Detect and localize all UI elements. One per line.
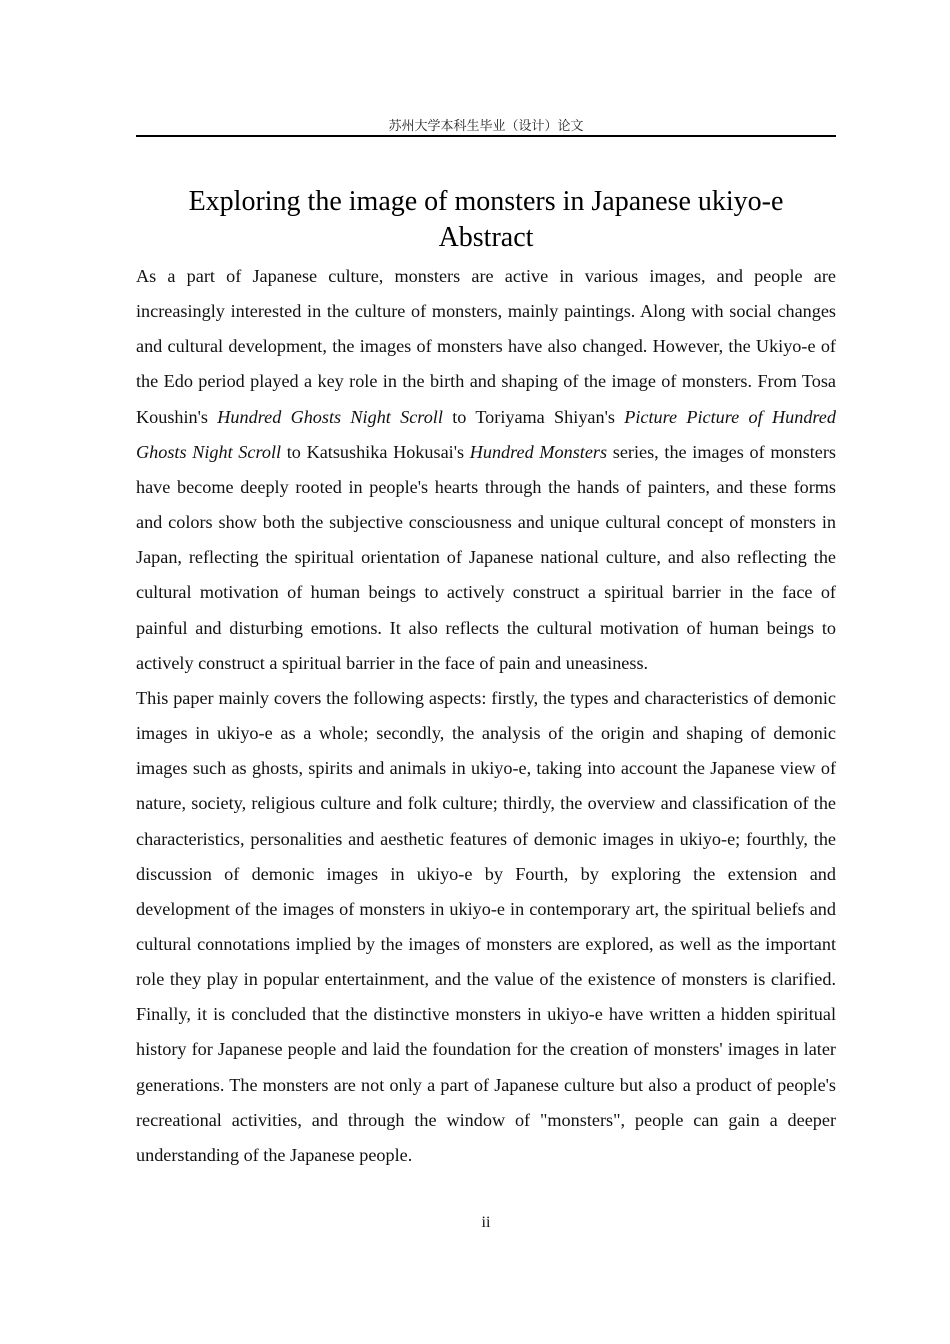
abstract-body [136, 259, 836, 1173]
work-title-hundred-ghosts-night-scroll: Hundred Ghosts Night Scroll [217, 406, 443, 427]
page-number: ii [481, 1214, 491, 1231]
paragraph-1-text-c: to Katsushika Hokusai's [281, 441, 470, 462]
paragraph-1-text-a: As a part of Japanese culture, monsters are active in various images, and people are increasingly interested in the culture of monsters, mainly paintings. Along with social changes and cultural development, the images of monsters have also changed. However, the Ukiyo-e of the Edo period played a key role in the birth and shaping of the image of monsters. From Tosa Koushin's [136, 266, 836, 427]
abstract-paragraph-2: This paper mainly covers the following aspects: firstly, the types and characteristics of demonic images in ukiyo-e as a whole; secondly, the analysis of the origin and shaping of demonic images such as ghosts, spirits and animals in ukiyo-e, taking into account the Japanese view of nature, society, religious culture and folk culture; thirdly, the overview and classification of the characteristics, personalities and aesthetic features of demonic images in ukiyo-e; fourthly, the discussion of demonic images in ukiyo-e by Fourth, by exploring the extension and development of the images of monsters in ukiyo-e in contemporary art, the spiritual beliefs and cultural connotations implied by the images of monsters are explored, as well as the important role they play in popular entertainment, and the value of the existence of monsters is clarified. Finally, it is concluded that the distinctive monsters in ukiyo-e have written a hidden spiritual history for Japanese people and laid the foundation for the creation of monsters' images in later generations. The monsters are not only a part of Japanese culture but also a product of people's recreational activities, and through the window of "monsters", people can gain a deeper understanding of the Japanese people. [136, 687, 836, 1165]
paragraph-1-text-b: to Toriyama Shiyan's [442, 406, 625, 427]
header-rule [136, 135, 836, 137]
running-header: 苏州大学本科生毕业（设计）论文 [388, 118, 584, 133]
abstract-paragraph-1 [136, 259, 836, 681]
abstract-heading: Abstract [438, 222, 534, 253]
paper-title: Exploring the image of monsters in Japanese ukiyo-e [188, 186, 784, 217]
paragraph-1-text-d: series, the images of monsters have become deeply rooted in people's hearts through the hands of painters, and these forms and colors show both the subjective consciousness and unique cultural concept of monsters in Japan, reflecting the spiritual orientation of Japanese national culture, and also reflecting the cultural motivation of human beings to actively construct a spiritual barrier in the face of painful and disturbing emotions. It also reflects the cultural motivation of human beings to actively construct a spiritual barrier in the face of pain and uneasiness. [136, 441, 836, 673]
work-title-hundred-monsters: Hundred Monsters [469, 441, 608, 462]
work-title-picture-picture: Picture Picture of Hundred Ghosts Night Scroll [136, 406, 836, 462]
